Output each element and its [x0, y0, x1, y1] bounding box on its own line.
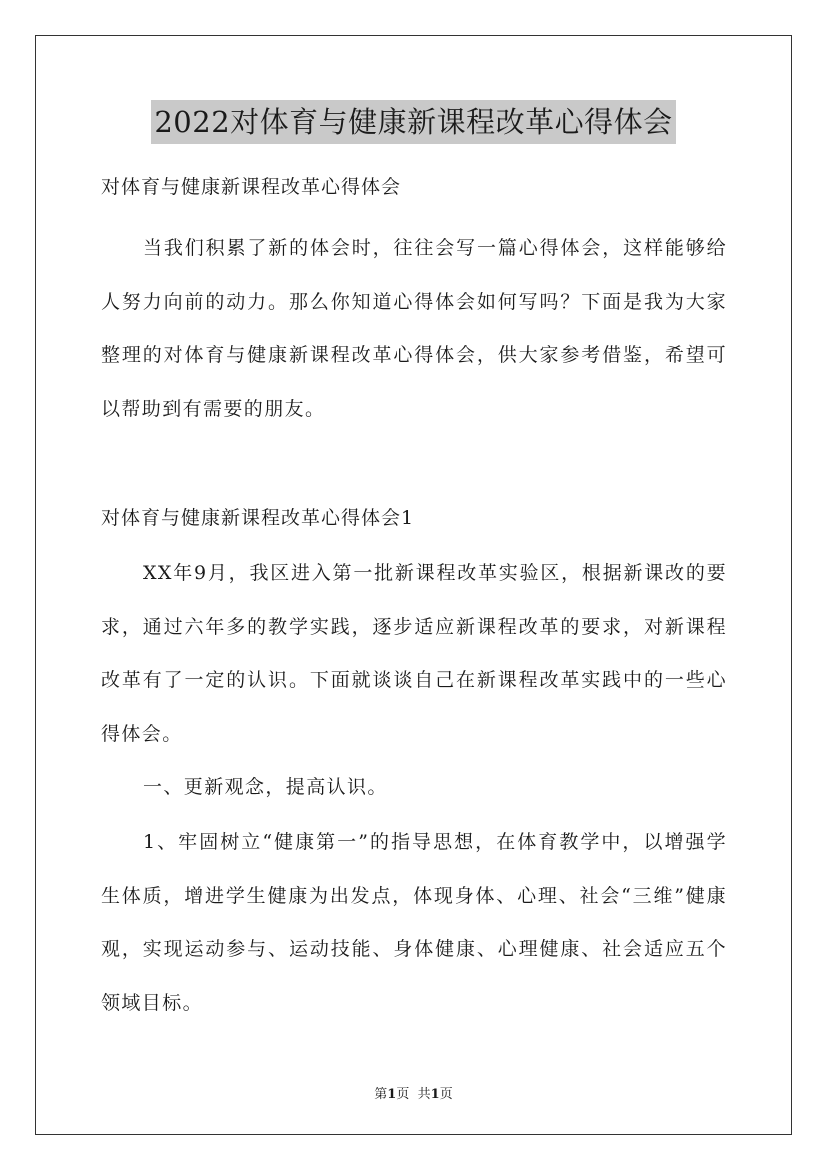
intro-paragraph-block: [101, 222, 727, 436]
point-heading-block: [101, 761, 727, 815]
intro-paragraph: 当我们积累了新的体会时，往往会写一篇心得体会，这样能够给人努力向前的动力。那么你知道心得体会如何写吗？下面是我为大家整理的对体育与健康新课程改革心得体会，供大家参考借鉴，希望可以帮助到有需要的朋友。: [101, 237, 727, 420]
section1-heading: 对体育与健康新课程改革心得体会1: [101, 507, 415, 529]
point-heading: 一、更新观念，提高认识。: [143, 776, 388, 798]
footer-total-pages: 1: [430, 1087, 440, 1102]
document-title: 2022对体育与健康新课程改革心得体会: [151, 100, 675, 144]
page-footer: [0, 1083, 827, 1102]
footer-page-number: 1: [387, 1087, 397, 1102]
footer-page-suffix: 页: [396, 1087, 410, 1102]
intro-heading-block: [101, 172, 727, 202]
footer-total-suffix: 页: [439, 1087, 453, 1102]
title-container: [0, 100, 827, 144]
point1-paragraph-block: [101, 816, 727, 1030]
intro-heading: 对体育与健康新课程改革心得体会: [101, 176, 402, 198]
section1-paragraph1: XX年9月，我区进入第一批新课程改革实验区，根据新课改的要求，通过六年多的教学实践，逐步适应新课程改革的要求，对新课程改革有了一定的认识。下面就谈谈自己在新课程改革实践中的一些心得体会。: [101, 562, 727, 745]
footer-total-prefix: 共: [417, 1087, 431, 1102]
footer-page-prefix: 第: [374, 1087, 388, 1102]
point1-paragraph: 1、牢固树立“健康第一”的指导思想，在体育教学中，以增强学生体质，增进学生健康为出发点，体现身体、心理、社会“三维”健康观，实现运动参与、运动技能、身体健康、心理健康、社会适应五个领域目标。: [101, 831, 727, 1014]
section1-paragraph1-block: [101, 547, 727, 761]
section1-heading-block: [101, 503, 727, 533]
